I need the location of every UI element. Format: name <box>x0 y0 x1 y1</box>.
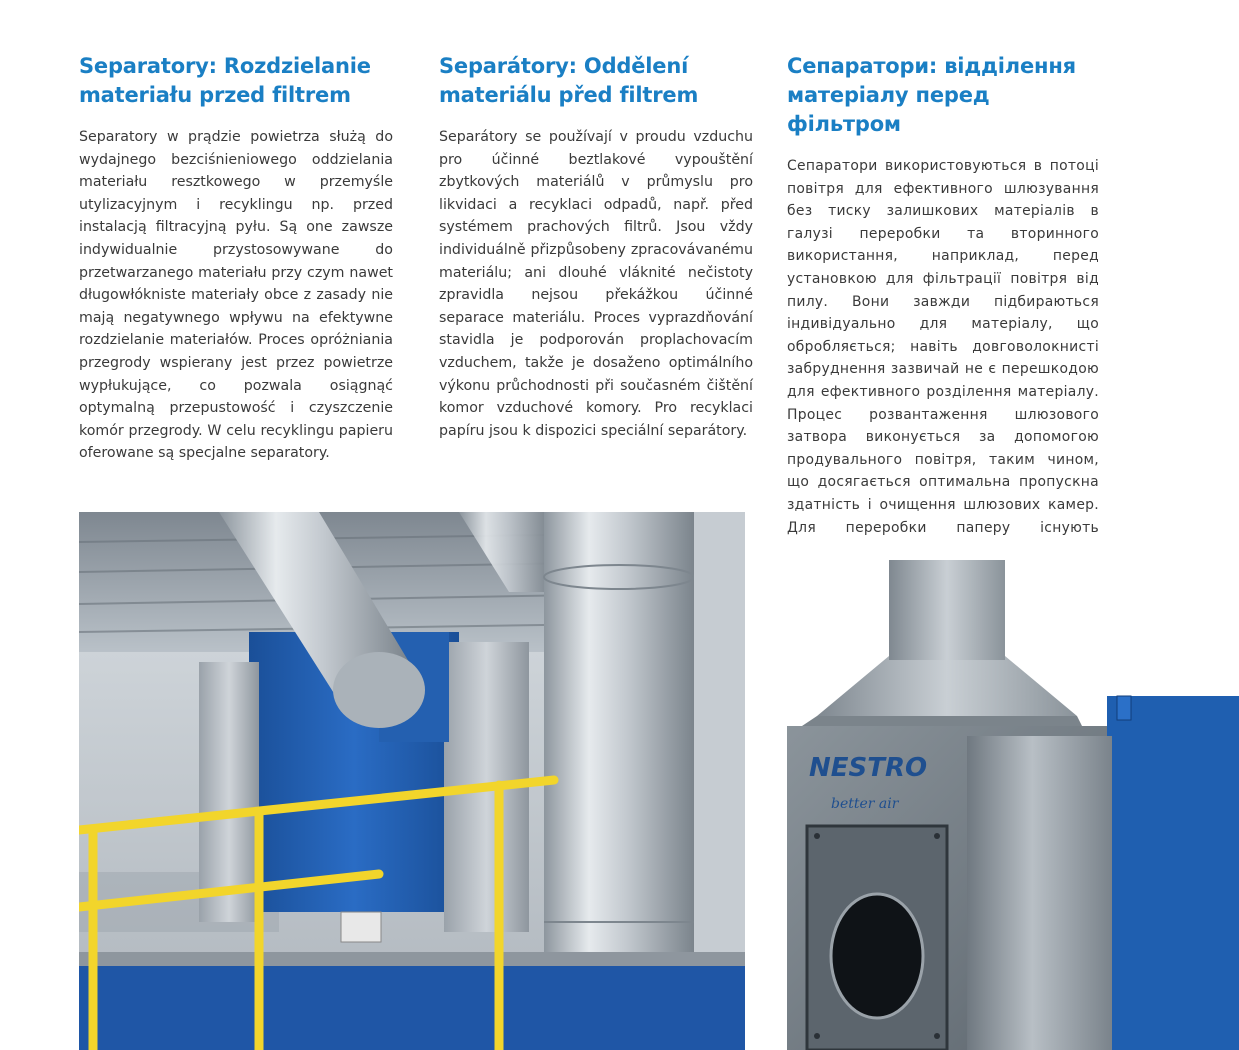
heading-ukrainian <box>787 52 1099 139</box>
nestro-slogan-text: better air <box>831 796 899 812</box>
column-ukrainian <box>787 52 1099 562</box>
photo-separator-installation <box>79 512 745 1050</box>
paragraph-polish: Separatory w prądzie powietrza służą do wydajnego bezciśnieniowego oddzielania materiału resztkowego w przemyśle utylizacyjnym i recyklingu np. przed instalacją filtracyjną pyłu. Są one zawsze indywidualnie przystosowywane do przetwarzanego materiału przy czym nawet długowłókniste materiały obce z zasady nie mają negatywnego wpływu na efektywne rozdzielanie materiałów. Proces opróżniania przegrody wspierany jest przez powietrze wypłukujące, co pozwala osiągnąć optymalną przepustowość i czyszczenie komór przegrody. W celu recyklingu papieru oferowane są specjalne separatory. <box>79 129 393 462</box>
nestro-logo-text: NESTRO <box>809 753 928 783</box>
heading-czech-line1: Separátory: Oddělení <box>439 54 689 78</box>
paragraph-ukrainian: Сепаратори використовуються в потоці повітря для ефективного шлюзування без тиску залишкових матеріалів в галузі переробки та вторинного використання, наприклад, перед установкою для фільтрації повітря від пилу. Вони завжди підбираються індивідуально для матеріалу, що обробляється; навіть довговолокнисті забруднення зазвичай не є перешкодою для ефективного розділення матеріалу. Процес розвантаження шлюзового затвора виконується за допомогою продувального повітря, таким чином, що досягається оптимальна пропускна здатність і очищення шлюзових камер. Для переробки паперу існують <box>787 158 1099 536</box>
heading-ukrainian-line1: Сепаратори: відділення <box>787 54 1076 78</box>
heading-polish <box>79 52 393 110</box>
paragraph-czech: Separátory se používají v proudu vzduchu pro účinné beztlakové vypouštění zbytkových materiálů v průmyslu pro likvidaci a recyklaci odpadů, např. před systémem prachových filtrů. Jsou vždy individuálně přizpůsobeny zpracovávanému materiálu; ani dlouhé vláknité nečistoty zpravidla nejsou překážkou účinné separace materiálu. Proces vyprazdňování stavidla je podporován proplachovacím vzduchem, takže je dosaženo optimálního výkonu průchodnosti při současném čištění komor vzduchové komory. Pro recyklaci papíru jsou k dispozici speciální separátory. <box>439 129 753 439</box>
heading-czech-line2: materiálu před filtrem <box>439 83 699 107</box>
heading-polish-line2: materiału przed filtrem <box>79 83 351 107</box>
photo-nestro-separator-drawing <box>787 536 1239 1050</box>
column-polish <box>79 52 393 465</box>
heading-czech <box>439 52 753 110</box>
heading-polish-line1: Separatory: Rozdzielanie <box>79 54 371 78</box>
column-czech <box>439 52 753 442</box>
photo-nestro-separator <box>787 536 1239 1050</box>
heading-ukrainian-line2: матеріалу перед фільтром <box>787 83 990 136</box>
photo-separator-installation-drawing <box>79 512 745 1050</box>
